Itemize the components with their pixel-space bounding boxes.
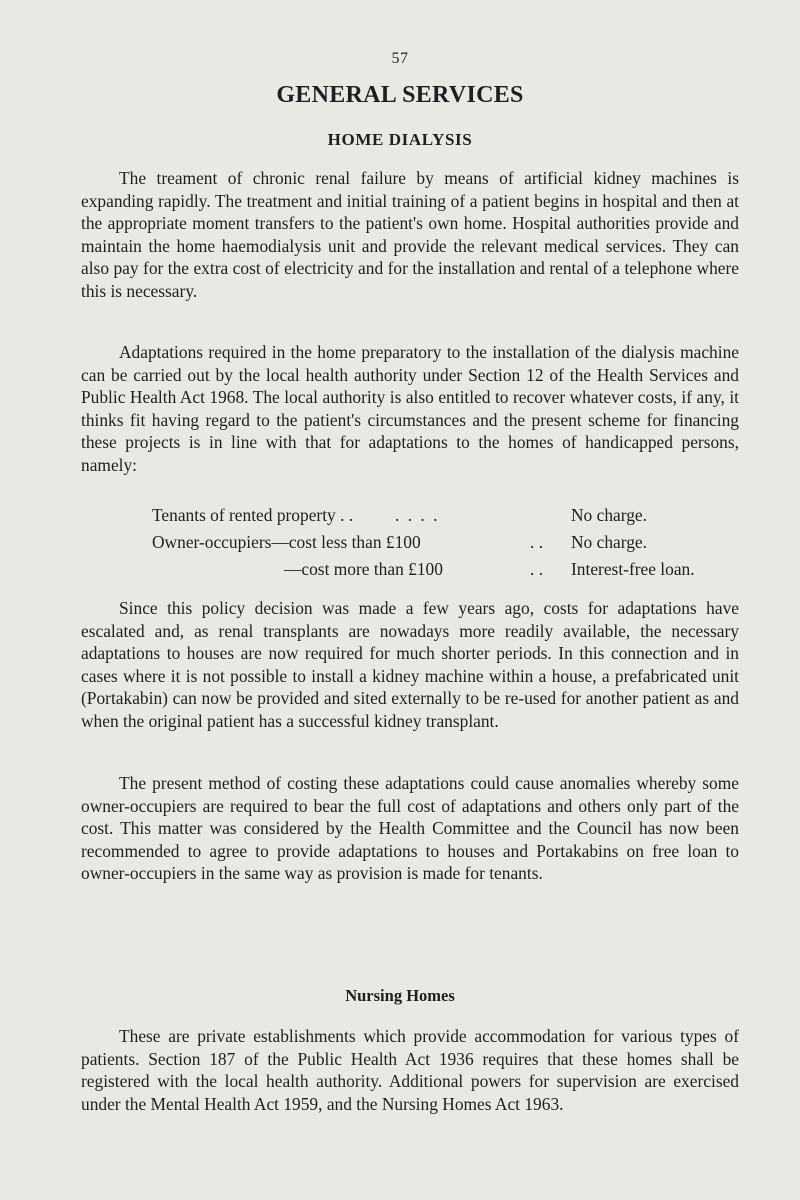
charge-label: —cost more than £100 (284, 559, 443, 579)
paragraph-policy-decision: Since this policy decision was made a few years ago, costs for adaptations have escalated and, as renal transplants are nowadays more readily available, the necessary adaptations to houses are now required for much shorter periods. In this connection and in cases where it is not possible to install a kidney machine within a house, a prefabricated unit (Portakabin) can now be provided and sited externally to be re-used for another patient as and when the original patient has a successful kidney transplant. (81, 598, 739, 731)
subsection-title-nursing-homes: Nursing Homes (345, 986, 455, 1005)
paragraph-costing-method: The present method of costing these adaptations could cause anomalies whereby some owner-occupiers are required to bear the full cost of adaptations and others only part of the cost. This matter was considered by the Health Committee and the Council has now been recommended to agree to provide adaptations to houses and Portakabins on free loan to owner-occupiers in the same way as provision is made for tenants. (81, 773, 739, 884)
page-title: GENERAL SERVICES (276, 82, 524, 108)
charge-value: No charge. (571, 532, 647, 552)
section-title-home-dialysis: HOME DIALYSIS (327, 130, 473, 149)
charge-row-tenants (0, 505, 800, 529)
paragraph-home-adaptations: Adaptations required in the home preparatory to the installation of the dialysis machine can be carried out by the local health authority under Section 12 of the Health Services and Public Health Act 1968. The local authority is also entitled to recover whatever costs, if any, it thinks fit having regard to the patient's circumstances and the present scheme for financing these projects is in line with that for adaptations to the homes of handicapped persons, namely: (81, 342, 739, 475)
charge-label: Owner-occupiers—cost less than £100 (152, 532, 421, 552)
charge-leader-dots: . . (530, 532, 544, 552)
charge-row-owner-less-than (0, 532, 800, 556)
charge-value: No charge. (571, 505, 647, 525)
paragraph-nursing-homes: These are private establishments which provide accommodation for various types of patients. Section 187 of the Public Health Act 1936 requires that these homes shall be registered with the local health authority. Additional powers for supervision are exercised under the Mental Health Act 1959, and the Nursing Homes Act 1963. (81, 1026, 739, 1114)
page-number: 57 (391, 50, 409, 67)
charge-value: Interest-free loan. (571, 559, 695, 579)
paragraph-renal-failure-treatment: The treament of chronic renal failure by means of artificial kidney machines is expanding rapidly. The treatment and initial training of a patient begins in hospital and then at the appropriate moment transfers to the patient's own home. Hospital authorities provide and maintain the home haemodialysis unit and provide the relevant medical services. They can also pay for the extra cost of electricity and for the installation and rental of a telephone where this is necessary. (81, 168, 739, 301)
charge-leader-dots: . . . . (395, 505, 440, 525)
charge-leader-dots: . . (530, 559, 544, 579)
charge-label: Tenants of rented property . . (152, 505, 354, 525)
charge-row-owner-more-than (0, 559, 800, 583)
